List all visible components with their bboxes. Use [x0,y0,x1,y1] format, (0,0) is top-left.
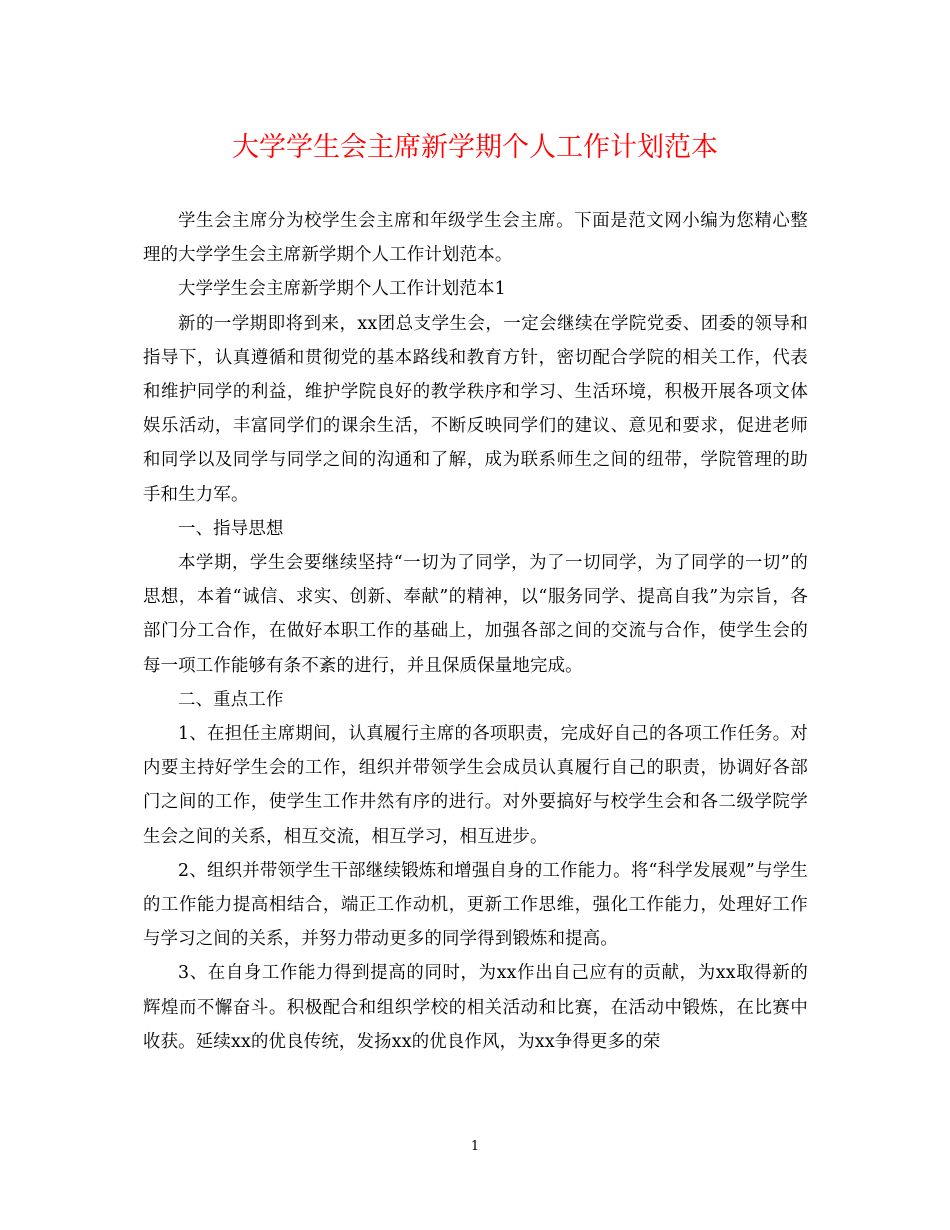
document-title: 大学学生会主席新学期个人工作计划范本 [232,132,718,163]
document-body [143,204,808,1059]
page-number: 1 [470,1139,480,1154]
section-heading-guiding-ideology: 一、指导思想 [178,518,284,539]
section-heading-key-work: 二、重点工作 [178,689,284,710]
list-item-paragraph: 2、组织并带领学生干部继续锻炼和增强自身的工作能力。将“科学发展观”与学生的工作能力提高相结合，端正工作动机，更新工作思维，强化工作能力，处理好工作与学习之间的关系，并努力带动更多的同学得到锻炼和提高。 [143,860,808,950]
list-item-paragraph: 1、在担任主席期间，认真履行主席的各项职责，完成好自己的各项工作任务。对内要主持好学生会的工作，组织并带领学生会成员认真履行自己的职责，协调好各部门之间的工作，使学生工作井然有序的进行。对外要搞好与校学生会和各二级学院学生会之间的关系，相互交流，相互学习，相互进步。 [143,724,808,847]
intro-paragraph: 学生会主席分为校学生会主席和年级学生会主席。下面是范文网小编为您精心整理的大学学生会主席新学期个人工作计划范本。 [143,211,808,266]
body-paragraph: 新的一学期即将到来，xx团总支学生会，一定会继续在学院党委、团委的领导和指导下，认真遵循和贯彻党的基本路线和教育方针，密切配合学院的相关工作，代表和维护同学的利益，维护学院良好的教学秩序和学习、生活环境，积极开展各项文体娱乐活动，丰富同学们的课余生活，不断反映同学们的建议、意见和要求，促进老师和同学以及同学与同学之间的沟通和了解，成为联系师生之间的纽带，学院管理的助手和生力军。 [143,313,808,505]
body-paragraph: 本学期，学生会要继续坚持“一切为了同学，为了一切同学，为了同学的一切”的思想，本着“诚信、求实、创新、奉献”的精神，以“服务同学、提高自我”为宗旨，各部门分工合作，在做好本职工作的基础上，加强各部之间的交流与合作，使学生会的每一项工作能够有条不紊的进行，并且保质保量地完成。 [143,553,808,676]
list-item-paragraph: 3、在自身工作能力得到提高的同时，为xx作出自己应有的贡献，为xx取得新的辉煌而不懈奋斗。积极配合和组织学校的相关活动和比赛，在活动中锻炼，在比赛中收获。延续xx的优良传统，发扬xx的优良作风，为xx争得更多的荣 [143,963,808,1052]
section-heading-sample-1: 大学学生会主席新学期个人工作计划范本1 [178,279,506,300]
